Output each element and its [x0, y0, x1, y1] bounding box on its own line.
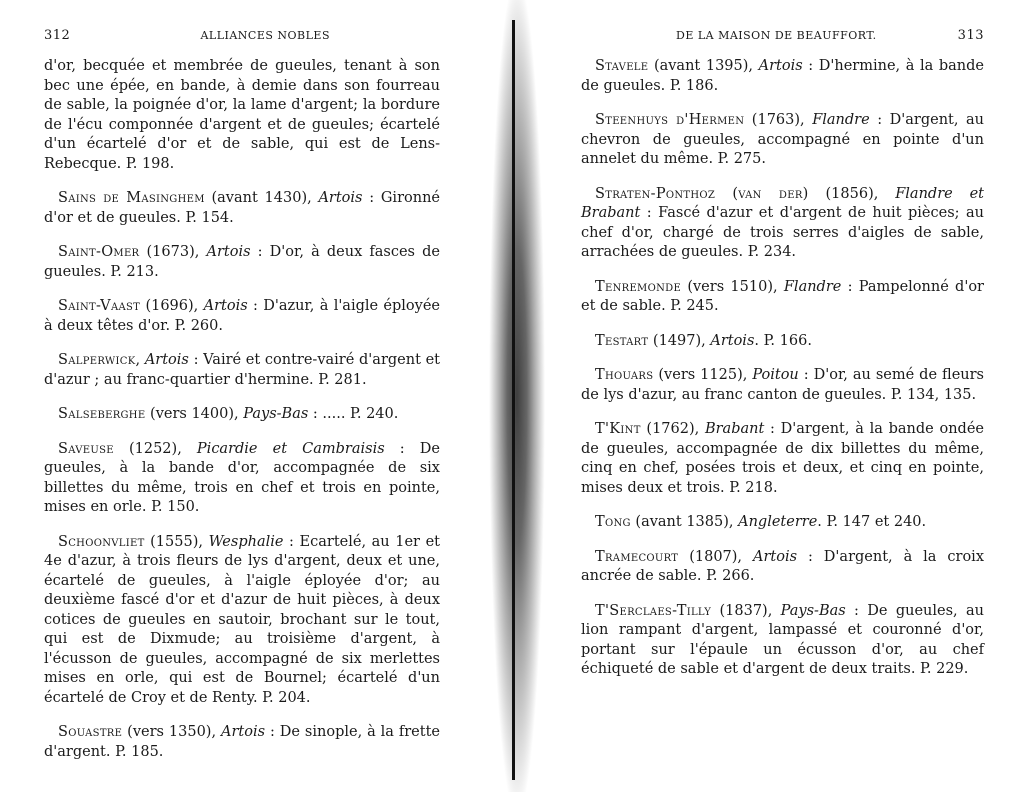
armorial-entry: [44, 533, 440, 709]
right-page-number: 313: [957, 28, 984, 43]
entry-family-name: Saveuse: [58, 440, 114, 457]
entry-family-name: Saint-Omer: [58, 244, 140, 260]
armorial-entry: [44, 243, 440, 282]
armorial-entry: [581, 513, 984, 533]
entry-family-name: Salseberghe: [58, 406, 146, 422]
entry-date: (1837),: [711, 602, 781, 619]
entry-blazon: : Pampelonné d'or et de sable. P. 245.: [581, 278, 984, 314]
entry-family-name: Tong: [595, 514, 631, 530]
entry-region: Artois: [206, 244, 251, 260]
entry-blazon: : D'argent, à la croix ancrée de sable. P. 266.: [581, 548, 984, 584]
entry-region: Artois: [752, 548, 798, 565]
entry-date: (1696),: [140, 298, 204, 314]
armorial-entry: [44, 297, 440, 336]
entry-blazon: : Gironné d'or et de gueules. P. 154.: [44, 190, 440, 226]
entry-region: Artois: [710, 332, 755, 349]
entry-family-name: Stavele: [595, 58, 649, 74]
entry-blazon: : D'argent, à la bande ondée de gueules, accompagnée de dix billettes du même, cinq en chef, posées trois et deux, et cinq en pointe, mises deux et trois. P. 218.: [581, 421, 984, 496]
entry-date: (vers 1125),: [653, 367, 753, 383]
entry-date: (1763),: [744, 112, 813, 128]
entry-family-name: Testart: [595, 332, 649, 349]
entry-date: (vers 1400),: [145, 406, 244, 422]
armorial-entry: [44, 405, 440, 425]
left-running-head: [44, 28, 440, 43]
entry-blazon: : ..... P. 240.: [308, 406, 399, 422]
entry-region: Pays-Bas: [243, 406, 309, 422]
right-entry-list: [581, 57, 984, 680]
entry-family-name: Tramecourt: [595, 548, 679, 565]
entry-blazon: : De gueules, à la bande d'or, accompagnée de six billettes du même, trois en chef et trois en pointe, mises en orle. P. 150.: [44, 440, 440, 515]
entry-blazon: : D'or, à deux fasces de gueules. P. 213.: [44, 244, 440, 280]
armorial-entry: [581, 57, 984, 96]
entry-date: (vers 1510),: [681, 278, 784, 295]
entry-blazon: : Ecartelé, au 1er et 4e d'azur, à trois fleurs de lys d'argent, deux et une, écartelé de gueules, à l'aigle éployée d'or; au deuxième fascé d'or et d'azur de huit pièces, à deux cotices de gueules en sautoir, brochant sur le tout, qui est de Dixmude; au troisième d'argent, à l'écusson de gueules, accompagné de six merlettes mises en orle, qui est de Bournel; écartelé d'un écartelé de Croy et de Renty. P. 204.: [44, 533, 440, 706]
entry-date: ,: [135, 352, 145, 368]
entry-region: Flandre: [783, 278, 842, 295]
entry-region: Angleterre: [738, 514, 818, 530]
entry-date: (1762),: [640, 421, 705, 437]
entry-blazon: : De gueules, au lion rampant d'argent, lampassé et couronné d'or, portant sur l'épaule un écusson d'or, au chef échiqueté de sable et d'argent de deux traits. P. 229.: [581, 602, 984, 677]
left-page: [0, 0, 470, 792]
entry-blazon: : D'or, au semé de fleurs de lys d'azur, au franc canton de gueules. P. 134, 135.: [581, 367, 984, 403]
armorial-entry: [44, 723, 440, 762]
entry-blazon: . P. 166.: [754, 332, 812, 349]
entry-family-name: Steenhuys d'Hermen: [595, 112, 745, 128]
entry-date: (vers 1350),: [122, 724, 221, 740]
entry-region: Flandre et Brabant: [581, 185, 985, 221]
armorial-entry: [581, 185, 984, 263]
armorial-entry: [581, 278, 984, 317]
entry-blazon: : D'argent, au chevron de gueules, accompagné en pointe d'un annelet du même. P. 275.: [581, 112, 984, 167]
left-running-title: ALLIANCES NOBLES: [200, 29, 330, 42]
entry-blazon: : Vairé et contre-vairé d'argent et d'azur ; au franc-quartier d'hermine. P. 281.: [44, 352, 441, 388]
entry-region: Wesphalie: [208, 533, 284, 550]
entry-blazon: d'or, becquée et membrée de gueules, tenant à son bec une épée, en bande, à demie dans son fourreau de sable, la poignée d'or, la lame d'argent; la bordure de l'écu componnée d'argent et de gueules; écartelé d'un écartelé d'or et de sable, qui est de Lens-Rebecque. P. 198.: [44, 58, 440, 172]
entry-family-name: T'Serclaes-Tilly: [595, 602, 712, 619]
entry-region: Pays-Bas: [780, 602, 846, 619]
entry-region: Picardie et Cambraisis: [196, 440, 385, 457]
armorial-entry: [581, 111, 984, 170]
book-gutter-shadow: [455, 0, 580, 792]
entry-blazon: . P. 147 et 240.: [817, 514, 927, 530]
entry-family-name: Souastre: [58, 724, 123, 740]
entry-family-name: Tenremonde: [595, 278, 682, 295]
entry-region: Artois: [203, 298, 248, 314]
left-entry-list: [44, 57, 440, 762]
entry-region: Brabant: [704, 421, 765, 437]
entry-blazon: : De sinople, à la frette d'argent. P. 185.: [44, 724, 440, 760]
entry-blazon: : D'azur, à l'aigle éployée à deux têtes d'or. P. 260.: [44, 298, 441, 334]
entry-date: (1673),: [139, 244, 207, 260]
entry-region: Artois: [318, 190, 363, 206]
entry-region: Artois: [758, 58, 803, 74]
entry-date: (1856),: [808, 185, 896, 202]
entry-region: Artois: [221, 724, 266, 740]
armorial-entry: [581, 420, 984, 498]
entry-date: (avant 1385),: [630, 514, 739, 530]
armorial-entry: [44, 189, 440, 228]
right-page: [565, 0, 1024, 792]
entry-region: Flandre: [812, 112, 870, 128]
entry-region: Poitou: [752, 367, 799, 383]
armorial-entry: [581, 332, 984, 352]
entry-date: (avant 1430),: [204, 190, 319, 206]
armorial-entry: [581, 602, 984, 680]
armorial-entry: [44, 440, 440, 518]
entry-blazon: : Fascé d'azur et d'argent de huit pièces; au chef d'or, chargé de trois serres d'aigles de sable, arrachées de gueules. P. 234.: [581, 205, 984, 260]
entry-date: (1252),: [113, 440, 197, 457]
left-page-number: 312: [44, 28, 71, 43]
entry-date: (1555),: [144, 533, 209, 550]
book-spine-line: [512, 20, 515, 780]
armorial-entry: [581, 548, 984, 587]
entry-date: (1497),: [648, 332, 711, 349]
entry-family-name: Salperwick: [58, 352, 136, 368]
entry-family-name: T'Kint: [595, 421, 641, 437]
entry-family-name: Thouars: [595, 367, 654, 383]
armorial-entry: [581, 366, 984, 405]
right-running-title: DE LA MAISON DE BEAUFFORT.: [676, 29, 877, 42]
entry-date: (1807),: [678, 548, 753, 565]
entry-family-name: Straten-Ponthoz (van der): [595, 185, 809, 202]
entry-family-name: Sains de Masinghem: [58, 190, 205, 206]
armorial-entry: [44, 351, 440, 390]
entry-family-name: Schoonvliet: [58, 533, 145, 550]
right-running-head: [581, 28, 984, 43]
armorial-entry: [44, 57, 440, 174]
entry-region: Artois: [144, 352, 189, 368]
entry-family-name: Saint-Vaast: [58, 298, 141, 314]
entry-date: (avant 1395),: [648, 58, 759, 74]
entry-blazon: : D'hermine, à la bande de gueules. P. 186.: [581, 58, 984, 94]
